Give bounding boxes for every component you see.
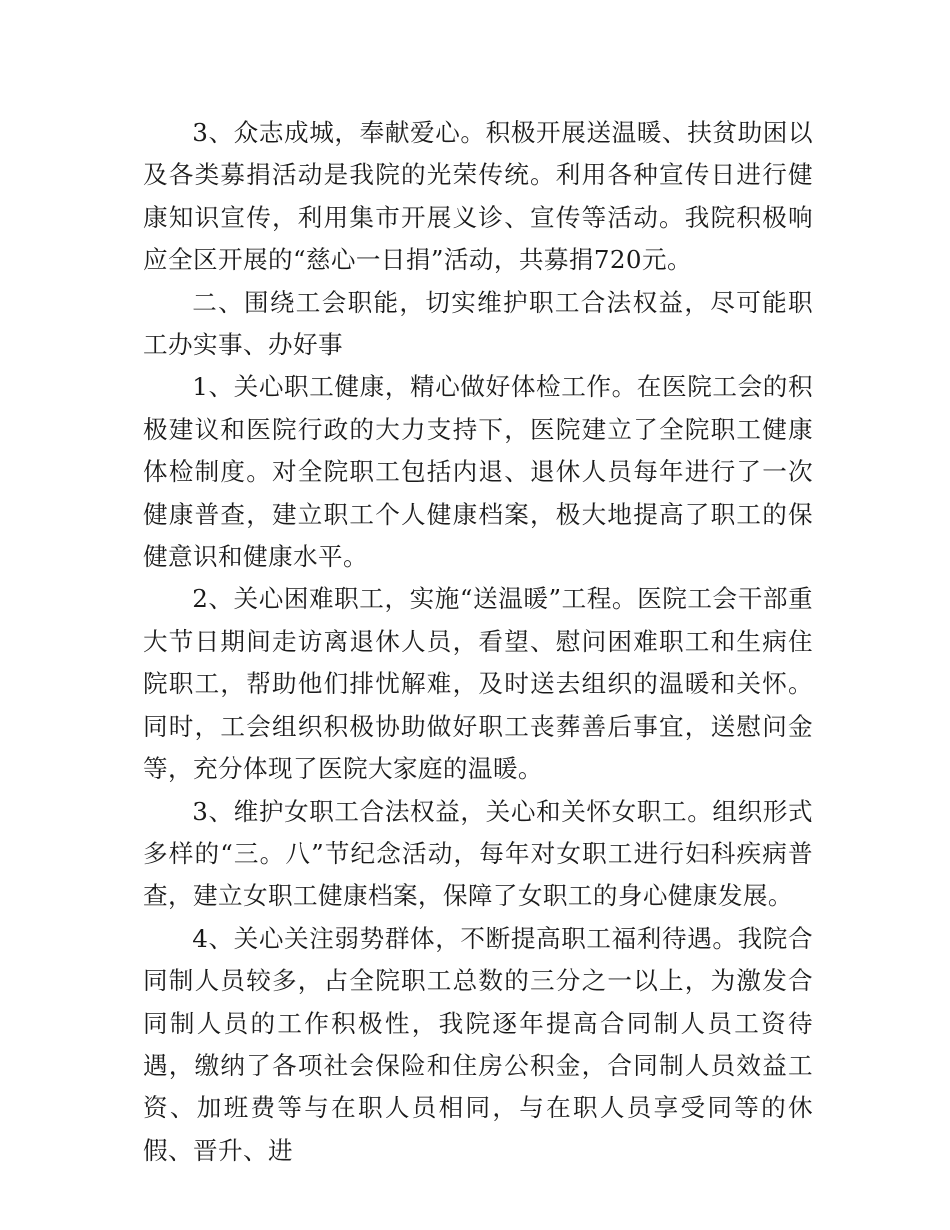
- paragraph-donation: 3、众志成城，奉献爱心。积极开展送温暖、扶贫助困以及各类募捐活动是我院的光荣传统。利用各种宣传日进行健康知识宣传，利用集市开展义诊、宣传等活动。我院积极响应全区开展的“慈心一日捐”活动，共募捐720元。: [143, 118, 813, 275]
- paragraph-health-checkup: 1、关心职工健康，精心做好体检工作。在医院工会的积极建议和医院行政的大力支持下，医院建立了全院职工健康体检制度。对全院职工包括内退、退休人员每年进行了一次健康普查，建立职工个人健康档案，极大地提高了职工的保健意识和健康水平。: [143, 372, 813, 572]
- paragraph-female-staff: 3、维护女职工合法权益，关心和关怀女职工。组织形式多样的“三。八”节纪念活动，每年对女职工进行妇科疾病普查，建立女职工健康档案，保障了女职工的身心健康发展。: [143, 796, 813, 911]
- document-body: [143, 112, 813, 1172]
- section-heading-union-functions: 二、围绕工会职能，切实维护职工合法权益，尽可能职工办实事、办好事: [143, 287, 813, 360]
- paragraph-welfare: 4、关心关注弱势群体，不断提高职工福利待遇。我院合同制人员较多，占全院职工总数的三分之一以上，为激发合同制人员的工作积极性，我院逐年提高合同制人员工资待遇，缴纳了各项社会保险和住房公积金，合同制人员效益工资、加班费等与在职人员相同，与在职人员享受同等的休假、晋升、进: [143, 923, 813, 1165]
- paragraph-warmth-project: 2、关心困难职工，实施“送温暖”工程。医院工会干部重大节日期间走访离退休人员，看望、慰问困难职工和生病住院职工，帮助他们排忧解难，及时送去组织的温暖和关怀。同时，工会组织积极协助做好职工丧葬善后事宜，送慰问金等，充分体现了医院大家庭的温暖。: [143, 584, 813, 784]
